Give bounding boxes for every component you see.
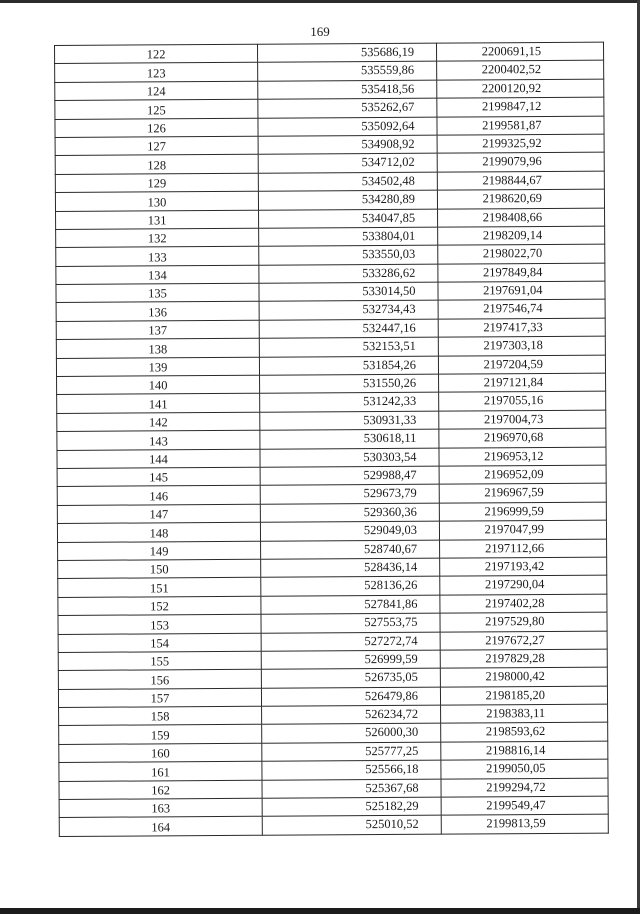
y-coordinate-cell: 2198593,62 (441, 723, 608, 742)
y-coordinate-cell: 2197055,16 (439, 392, 606, 411)
x-coordinate-cell: 526479,86 (261, 687, 440, 706)
y-coordinate-cell: 2197829,28 (440, 649, 607, 668)
point-number-cell: 141 (57, 394, 260, 414)
y-coordinate-cell: 2197529,80 (440, 612, 607, 631)
point-number-cell: 135 (56, 283, 259, 303)
y-coordinate-cell: 2199325,92 (437, 134, 604, 153)
y-coordinate-cell: 2200691,15 (436, 42, 603, 61)
y-coordinate-cell: 2196999,59 (439, 502, 606, 521)
point-number-cell: 153 (58, 614, 261, 634)
y-coordinate-cell: 2197402,28 (440, 594, 607, 613)
point-number-cell: 146 (57, 486, 260, 506)
point-number-cell: 145 (57, 467, 260, 487)
y-coordinate-cell: 2197193,42 (440, 557, 607, 576)
y-coordinate-cell: 2199549,47 (441, 796, 608, 815)
point-number-cell: 138 (56, 339, 259, 359)
y-coordinate-cell: 2197849,84 (438, 263, 605, 282)
scan-edge-top (0, 0, 640, 3)
x-coordinate-cell: 530931,33 (260, 411, 439, 430)
point-number-cell: 132 (56, 228, 259, 248)
point-number-cell: 129 (55, 173, 258, 193)
y-coordinate-cell: 2196953,12 (439, 447, 606, 466)
x-coordinate-cell: 526999,59 (261, 650, 440, 669)
point-number-cell: 154 (58, 633, 261, 653)
point-number-cell: 157 (58, 688, 261, 708)
point-number-cell: 160 (59, 743, 262, 763)
coordinates-table-body (55, 42, 609, 836)
x-coordinate-cell: 525777,25 (262, 742, 441, 761)
point-number-cell: 136 (56, 302, 259, 322)
point-number-cell: 148 (57, 522, 260, 542)
point-number-cell: 161 (59, 761, 262, 781)
x-coordinate-cell: 533804,01 (259, 227, 438, 246)
point-number-cell: 131 (56, 210, 259, 230)
x-coordinate-cell: 529360,36 (260, 503, 439, 522)
point-number-cell: 139 (56, 357, 259, 377)
y-coordinate-cell: 2197047,99 (439, 520, 606, 539)
y-coordinate-cell: 2197417,33 (438, 318, 605, 337)
y-coordinate-cell: 2197121,84 (439, 373, 606, 392)
y-coordinate-cell: 2199813,59 (441, 815, 608, 834)
x-coordinate-cell: 525367,68 (262, 779, 441, 798)
x-coordinate-cell: 528136,26 (261, 576, 440, 595)
x-coordinate-cell: 526735,05 (261, 668, 440, 687)
y-coordinate-cell: 2197290,04 (440, 575, 607, 594)
x-coordinate-cell: 529988,47 (260, 466, 439, 485)
y-coordinate-cell: 2197672,27 (440, 631, 607, 650)
point-number-cell: 124 (55, 81, 258, 101)
y-coordinate-cell: 2196952,09 (439, 465, 606, 484)
x-coordinate-cell: 527272,74 (261, 632, 440, 651)
point-number-cell: 162 (59, 780, 262, 800)
y-coordinate-cell: 2200120,92 (437, 79, 604, 98)
y-coordinate-cell: 2197112,66 (440, 539, 607, 558)
x-coordinate-cell: 530618,11 (260, 429, 439, 448)
point-number-cell: 130 (55, 191, 258, 211)
point-number-cell: 151 (58, 578, 261, 598)
y-coordinate-cell: 2197546,74 (438, 300, 605, 319)
point-number-cell: 143 (57, 430, 260, 450)
x-coordinate-cell: 532447,16 (259, 319, 438, 338)
point-number-cell: 140 (57, 375, 260, 395)
point-number-cell: 158 (59, 706, 262, 726)
x-coordinate-cell: 527841,86 (261, 595, 440, 614)
y-coordinate-cell: 2198209,14 (438, 226, 605, 245)
x-coordinate-cell: 531550,26 (260, 374, 439, 393)
point-number-cell: 159 (59, 725, 262, 745)
x-coordinate-cell: 525010,52 (262, 816, 441, 835)
point-number-cell: 122 (55, 44, 258, 64)
point-number-cell: 125 (55, 99, 258, 119)
x-coordinate-cell: 525566,18 (262, 760, 441, 779)
y-coordinate-cell: 2197691,04 (438, 281, 605, 300)
x-coordinate-cell: 535262,67 (258, 98, 437, 117)
y-coordinate-cell: 2198383,11 (441, 704, 608, 723)
point-number-cell: 152 (58, 596, 261, 616)
x-coordinate-cell: 531242,33 (260, 393, 439, 412)
point-number-cell: 142 (57, 412, 260, 432)
x-coordinate-cell: 525182,29 (262, 797, 441, 816)
x-coordinate-cell: 530303,54 (260, 448, 439, 467)
x-coordinate-cell: 535686,19 (257, 43, 436, 62)
x-coordinate-cell: 533014,50 (259, 282, 438, 301)
point-number-cell: 149 (58, 541, 261, 561)
x-coordinate-cell: 534712,02 (258, 154, 437, 173)
y-coordinate-cell: 2196970,68 (439, 428, 606, 447)
point-number-cell: 123 (55, 63, 258, 83)
x-coordinate-cell: 528436,14 (261, 558, 440, 577)
y-coordinate-cell: 2199294,72 (441, 778, 608, 797)
y-coordinate-cell: 2199079,96 (437, 152, 604, 171)
x-coordinate-cell: 534502,48 (258, 172, 437, 191)
point-number-cell: 128 (55, 155, 258, 175)
y-coordinate-cell: 2198816,14 (441, 741, 608, 760)
y-coordinate-cell: 2198185,20 (440, 686, 607, 705)
x-coordinate-cell: 528740,67 (261, 540, 440, 559)
scan-edge-bottom (0, 908, 640, 914)
y-coordinate-cell: 2198844,67 (437, 171, 604, 190)
y-coordinate-cell: 2196967,59 (439, 484, 606, 503)
y-coordinate-cell: 2197004,73 (439, 410, 606, 429)
y-coordinate-cell: 2197204,59 (438, 355, 605, 374)
x-coordinate-cell: 533286,62 (259, 264, 438, 283)
point-number-cell: 134 (56, 265, 259, 285)
y-coordinate-cell: 2198000,42 (440, 667, 607, 686)
table-row (59, 815, 608, 837)
x-coordinate-cell: 526000,30 (262, 724, 441, 743)
point-number-cell: 164 (59, 817, 262, 837)
x-coordinate-cell: 531854,26 (259, 356, 438, 375)
x-coordinate-cell: 532153,51 (259, 337, 438, 356)
y-coordinate-cell: 2199847,12 (437, 97, 604, 116)
x-coordinate-cell: 526234,72 (262, 705, 441, 724)
point-number-cell: 147 (57, 504, 260, 524)
x-coordinate-cell: 529049,03 (260, 521, 439, 540)
x-coordinate-cell: 534280,89 (258, 190, 437, 209)
x-coordinate-cell: 533550,03 (259, 245, 438, 264)
point-number-cell: 137 (56, 320, 259, 340)
y-coordinate-cell: 2200402,52 (437, 61, 604, 80)
point-number-cell: 156 (58, 670, 261, 690)
y-coordinate-cell: 2197303,18 (438, 336, 605, 355)
point-number-cell: 150 (58, 559, 261, 579)
x-coordinate-cell: 535418,56 (258, 80, 437, 99)
x-coordinate-cell: 535092,64 (258, 117, 437, 136)
x-coordinate-cell: 534908,92 (258, 135, 437, 154)
page-number: 169 (310, 24, 330, 39)
point-number-cell: 155 (58, 651, 261, 671)
x-coordinate-cell: 532734,43 (259, 301, 438, 320)
y-coordinate-cell: 2198022,70 (438, 244, 605, 263)
y-coordinate-cell: 2199050,05 (441, 759, 608, 778)
coordinates-table (54, 42, 609, 837)
point-number-cell: 144 (57, 449, 260, 469)
y-coordinate-cell: 2199581,87 (437, 116, 604, 135)
x-coordinate-cell: 535559,86 (258, 62, 437, 81)
x-coordinate-cell: 527553,75 (261, 613, 440, 632)
point-number-cell: 126 (55, 118, 258, 138)
x-coordinate-cell: 534047,85 (259, 209, 438, 228)
point-number-cell: 163 (59, 798, 262, 818)
x-coordinate-cell: 529673,79 (260, 485, 439, 504)
point-number-cell: 127 (55, 136, 258, 156)
y-coordinate-cell: 2198620,69 (437, 189, 604, 208)
point-number-cell: 133 (56, 247, 259, 267)
y-coordinate-cell: 2198408,66 (438, 208, 605, 227)
